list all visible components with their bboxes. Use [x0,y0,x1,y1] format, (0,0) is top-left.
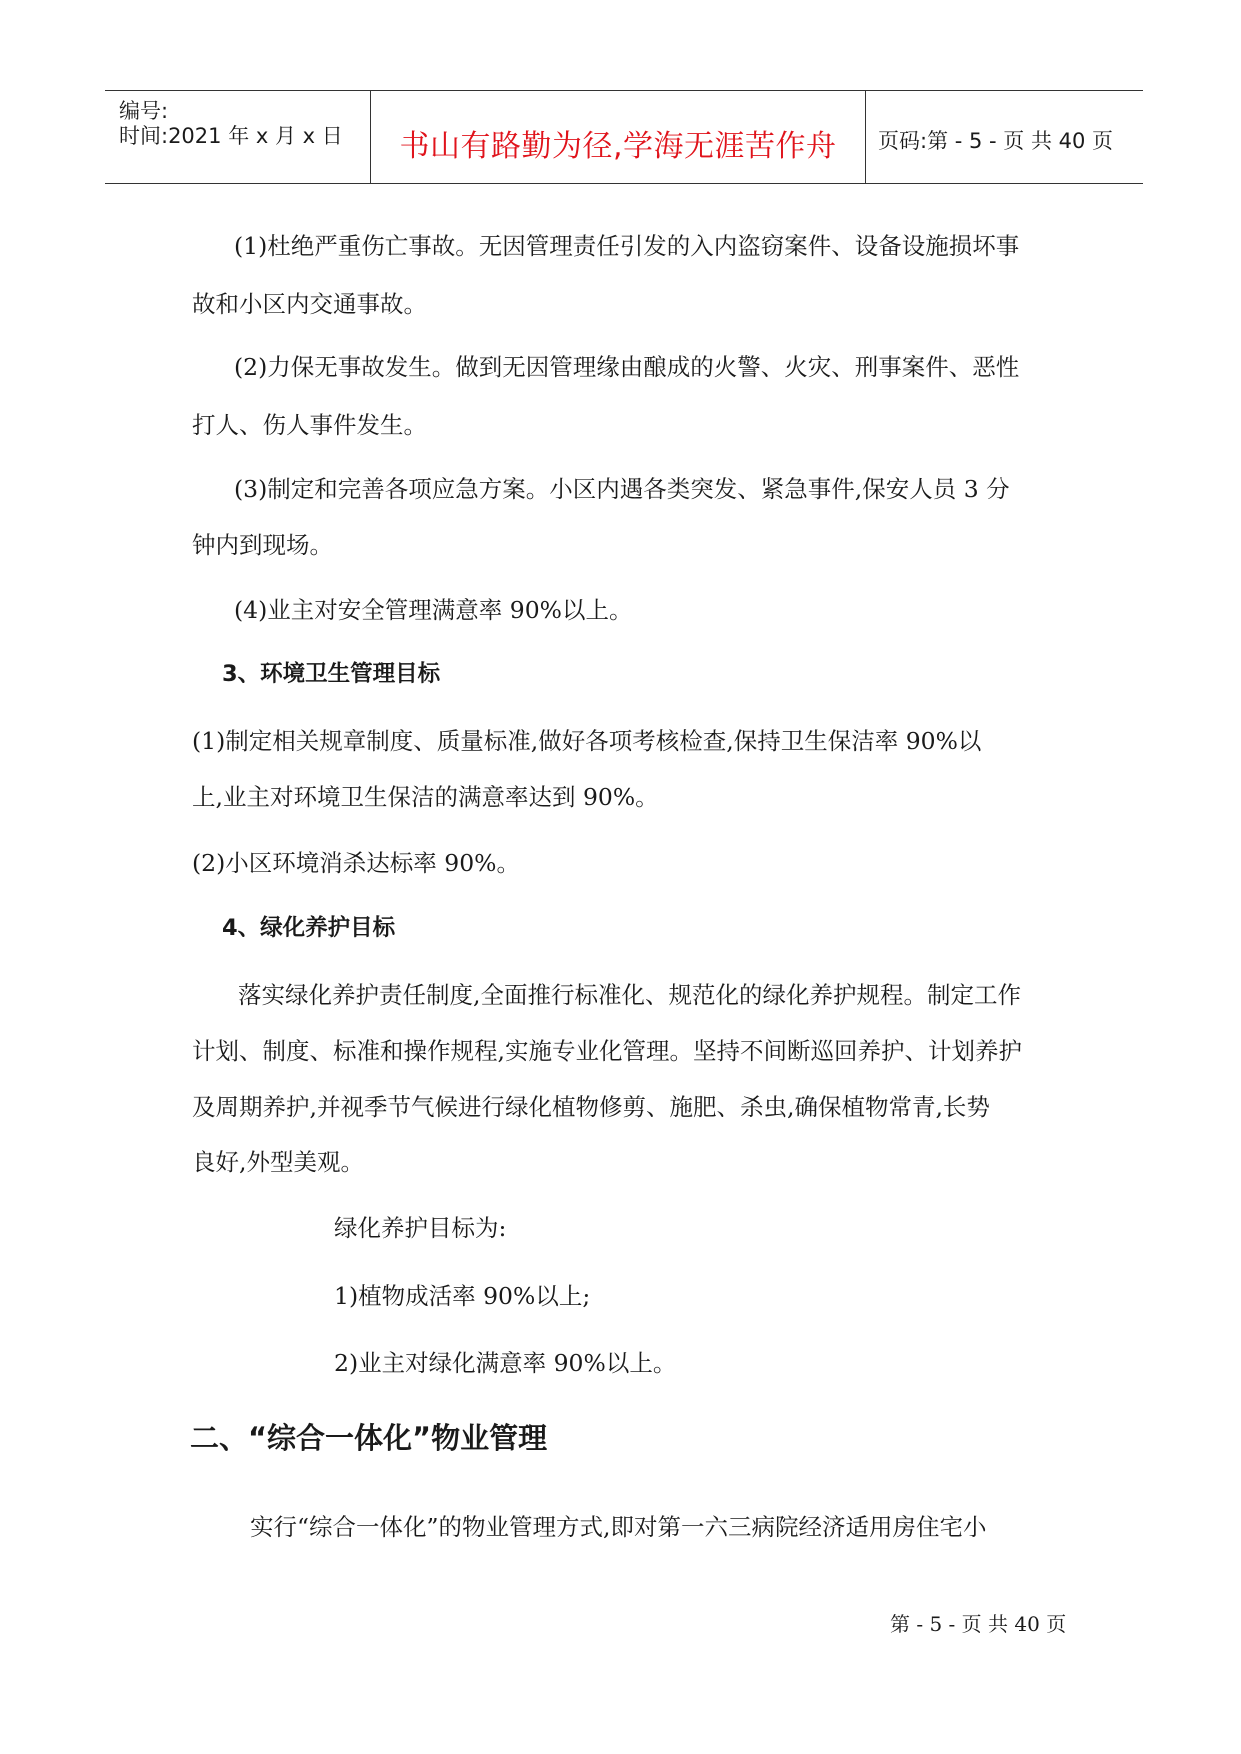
paragraph-line: 打人、伤人事件发生。 [192,411,427,439]
header-info-cell [105,91,371,183]
page-header [105,90,1143,184]
paragraph-line: (3)制定和完善各项应急方案。小区内遇各类突发、紧急事件,保安人员 3 分 [234,475,1010,503]
header-page-code: 页码:第 - 5 - 页 共 40 页 [878,129,1114,153]
paragraph-line: 良好,外型美观。 [192,1148,364,1176]
header-page-cell [866,91,1143,183]
header-motto-cell [371,91,866,183]
chapter-heading: 二、“综合一体化”物业管理 [190,1421,548,1455]
page-footer: 第 - 5 - 页 共 40 页 [890,1612,1067,1636]
paragraph-line: 绿化养护目标为: [334,1214,507,1242]
paragraph-line: (1)制定相关规章制度、质量标准,做好各项考核检查,保持卫生保洁率 90%以 [192,727,982,755]
paragraph-line: (2)力保无事故发生。做到无因管理缘由酿成的火警、火灾、刑事案件、恶性 [234,353,1020,381]
paragraph-line: 落实绿化养护责任制度,全面推行标准化、规范化的绿化养护规程。制定工作 [238,981,1021,1009]
paragraph-line: (1)杜绝严重伤亡事故。无因管理责任引发的入内盗窃案件、设备设施损坏事 [234,232,1020,260]
document-number-label: 编号: [119,99,169,123]
list-item: 2)业主对绿化满意率 90%以上。 [334,1349,677,1377]
paragraph-line: 计划、制度、标准和操作规程,实施专业化管理。坚持不间断巡回养护、计划养护 [192,1037,1022,1065]
paragraph-line: 钟内到现场。 [192,531,333,559]
document-time-label: 时间:2021 年 x 月 x 日 [119,124,343,148]
paragraph-line: (4)业主对安全管理满意率 90%以上。 [234,596,633,624]
paragraph-line: 实行“综合一体化”的物业管理方式,即对第一六三病院经济适用房住宅小 [250,1513,987,1541]
list-item: 1)植物成活率 90%以上; [334,1282,591,1310]
paragraph-line: 上,业主对环境卫生保洁的满意率达到 90%。 [192,783,659,811]
section-heading: 4、绿化养护目标 [222,915,396,941]
paragraph-line: 故和小区内交通事故。 [192,290,427,318]
header-motto: 书山有路勤为径,学海无涯苦作舟 [399,129,837,164]
paragraph-line: 及周期养护,并视季节气候进行绿化植物修剪、施肥、杀虫,确保植物常青,长势 [192,1093,990,1121]
section-heading: 3、环境卫生管理目标 [222,661,441,687]
paragraph-line: (2)小区环境消杀达标率 90%。 [192,849,520,877]
